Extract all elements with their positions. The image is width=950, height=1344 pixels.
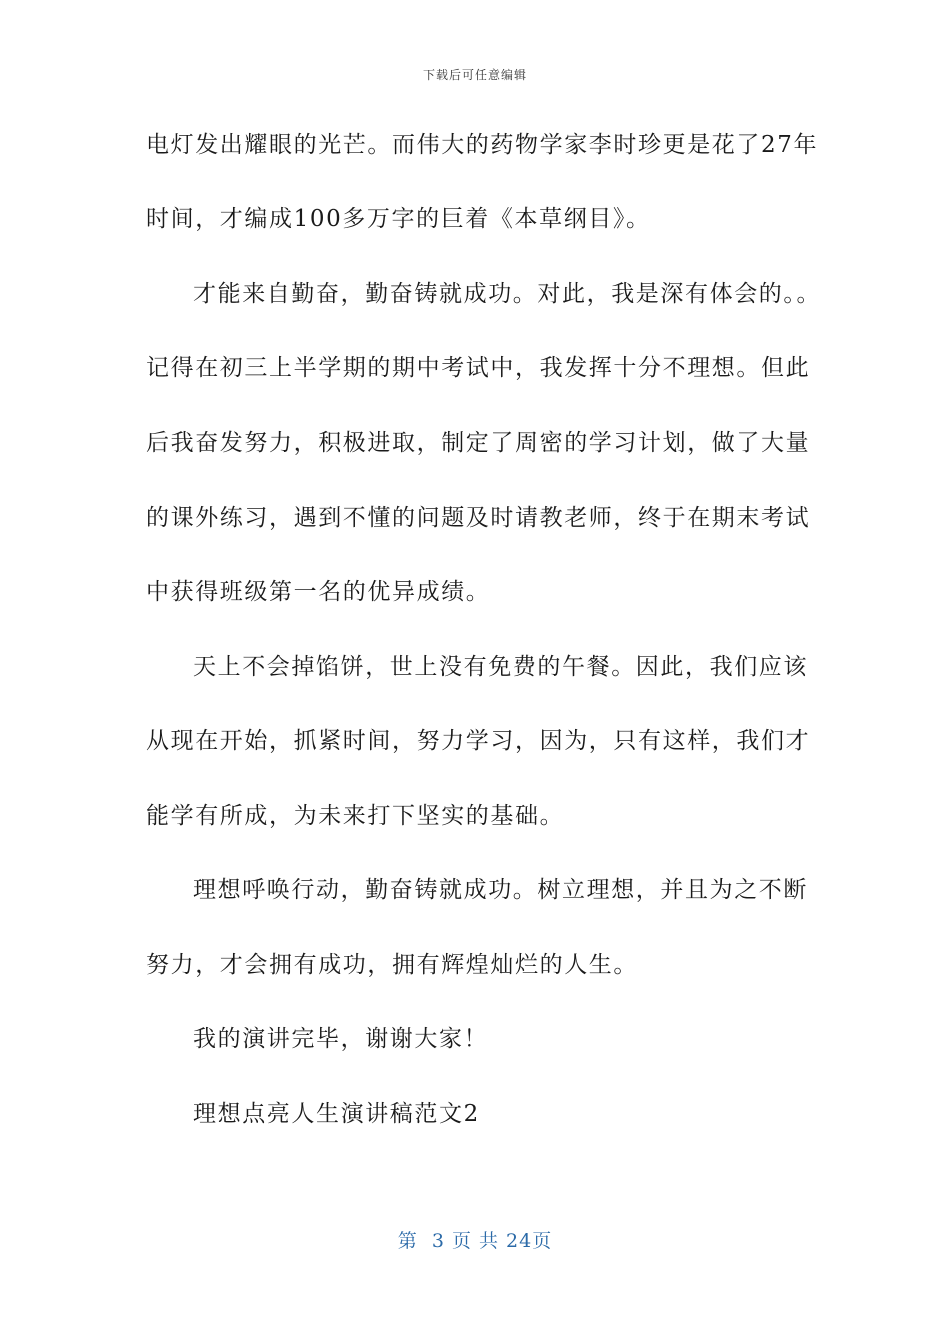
text-line: 理想呼唤行动，勤奋铸就成功。树立理想，并且为之不断 [193, 877, 808, 903]
text-line: 中获得班级第一名的优异成绩。 [146, 579, 491, 605]
text-line: 时间，才编成100多万字的巨着《本草纲目》。 [146, 206, 651, 232]
text-line: 我的演讲完毕，谢谢大家！ [193, 1026, 489, 1052]
text-line: 才能来自勤奋，勤奋铸就成功。对此，我是深有体会的。。 [193, 281, 822, 307]
text-line: 后我奋发努力，积极进取，制定了周密的学习计划，做了大量 [146, 430, 811, 456]
text-line: 天上不会掉馅饼，世上没有免费的午餐。因此，我们应该 [193, 654, 808, 680]
text-line: 记得在初三上半学期的期中考试中，我发挥十分不理想。但此 [146, 355, 811, 381]
text-line: 从现在开始，抓紧时间，努力学习，因为，只有这样，我们才 [146, 728, 811, 754]
section-heading: 理想点亮人生演讲稿范文2 [193, 1101, 480, 1127]
text-line: 的课外练习，遇到不懂的问题及时请教老师，终于在期末考试 [146, 505, 811, 531]
text-line: 能学有所成，为未来打下坚实的基础。 [146, 803, 565, 829]
page-number: 第 3 页 共 24页 [397, 1230, 553, 1252]
text-line: 电灯发出耀眼的光芒。而伟大的药物学家李时珍更是花了27年 [146, 132, 819, 158]
text-line: 努力，才会拥有成功，拥有辉煌灿烂的人生。 [146, 952, 638, 978]
page-header-note: 下载后可任意编辑 [422, 68, 527, 82]
